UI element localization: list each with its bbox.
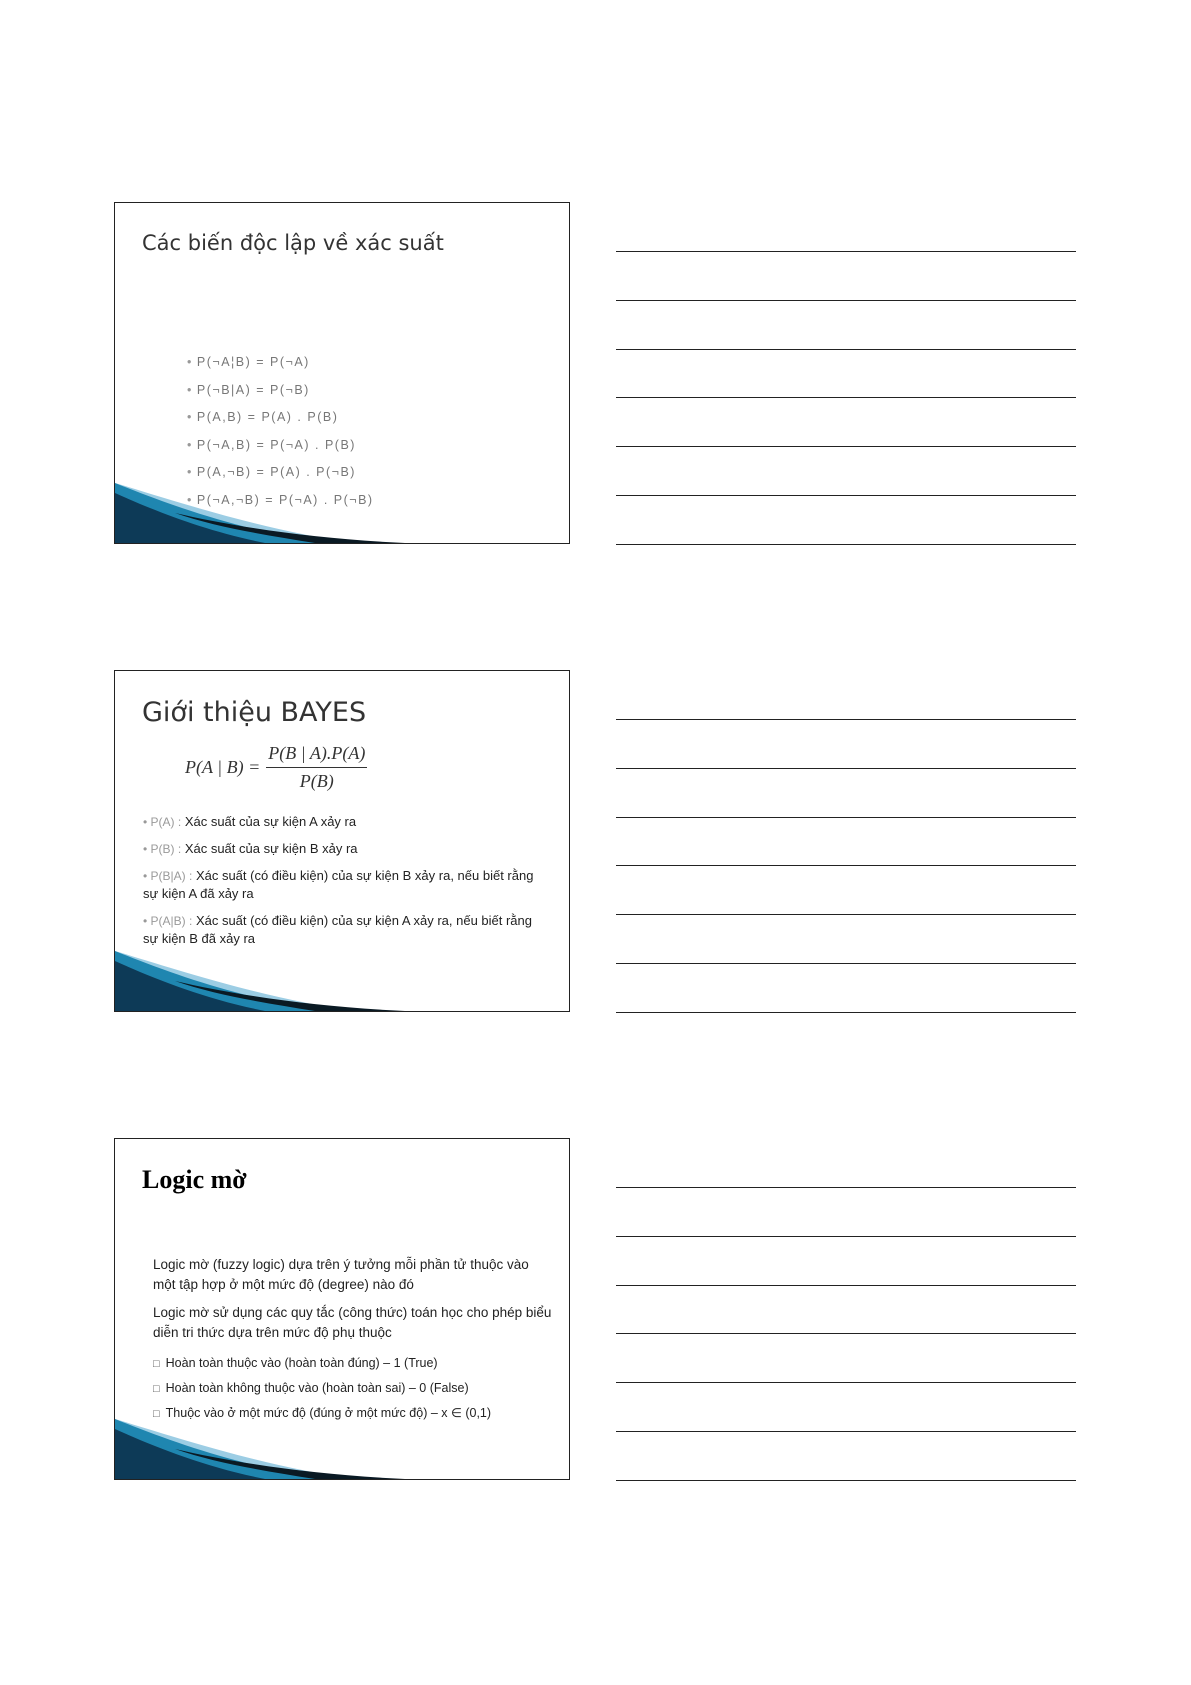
note-line (616, 1431, 1076, 1432)
note-line (616, 1187, 1076, 1188)
definition-text: Xác suất (có điều kiện) của sự kiện A xảy ra, nếu biết rằng sự kiện B đã xảy ra (143, 913, 532, 946)
definition-text: Xác suất của sự kiện B xảy ra (181, 841, 358, 856)
note-line (616, 397, 1076, 398)
slide-3-title: Logic mờ (142, 1165, 247, 1194)
note-line (616, 1236, 1076, 1237)
slide-2-title: Giới thiệu BAYES (142, 697, 367, 728)
bullet: • (187, 382, 193, 397)
equation-text: P(¬A¦B) = P(¬A) (196, 355, 310, 369)
equation-text: P(A,B) = P(A) . P(B) (196, 410, 339, 424)
paragraph: Logic mờ (fuzzy logic) dựa trên ý tưởng mỗi phần tử thuộc vào một tập hợp ở một mức độ (degree) nào đó (153, 1257, 529, 1292)
bullet: • (187, 410, 193, 424)
note-line (616, 1480, 1076, 1481)
note-line (616, 1382, 1076, 1383)
membership-text: Hoàn toàn không thuộc vào (hoàn toàn sai) – 0 (False) (165, 1381, 469, 1395)
note-line (616, 1012, 1076, 1013)
note-line (616, 495, 1076, 496)
slide-3 (114, 1138, 570, 1480)
note-line (616, 963, 1076, 964)
note-line (616, 719, 1076, 720)
membership-item (153, 1351, 553, 1376)
membership-text: Hoàn toàn thuộc vào (hoàn toàn đúng) – 1 (True) (165, 1356, 438, 1370)
equation-text: P(¬A,B) = P(¬A) . P(B) (196, 437, 356, 452)
definition-text: Xác suất (có điều kiện) của sự kiện B xảy ra, nếu biết rằng sự kiện A đã xảy ra (143, 868, 534, 901)
equation-item (187, 404, 374, 432)
fuzzy-logic-content (153, 1255, 553, 1426)
note-line (616, 1333, 1076, 1334)
formula-lhs: P(A | B) = (185, 757, 261, 777)
note-line (616, 817, 1076, 818)
paragraph: Logic mờ sử dụng các quy tắc (công thức) toán học cho phép biểu diễn tri thức dựa trên mức độ phụ thuộc (153, 1305, 552, 1340)
square-bullet-icon: □ (153, 1408, 160, 1420)
bullet: • (187, 492, 193, 507)
note-line (616, 446, 1076, 447)
note-line (616, 251, 1076, 252)
definition-item (143, 912, 543, 948)
formula-numerator: P(B | A).P(A) (266, 743, 367, 768)
definition-item (143, 840, 543, 858)
definition-item (143, 867, 543, 903)
note-line (616, 865, 1076, 866)
equation-item (187, 349, 374, 377)
slide-swoosh-decoration (115, 483, 570, 543)
equation-text: P(A,¬B) = P(A) . P(¬B) (196, 465, 356, 479)
definition-text: Xác suất của sự kiện A xảy ra (181, 814, 357, 829)
slide-swoosh-decoration (115, 951, 570, 1011)
slide-1 (114, 202, 570, 544)
membership-text: Thuộc vào ở một mức độ (đúng ở một mức độ) – x ∈ (0,1) (165, 1406, 492, 1420)
note-line (616, 1285, 1076, 1286)
slide-1-title: Các biến độc lập về xác suất (142, 231, 444, 255)
bayes-formula (185, 743, 367, 792)
membership-item (153, 1376, 553, 1401)
equation-item (187, 377, 374, 405)
slide-2 (114, 670, 570, 1012)
equation-text: P(¬A,¬B) = P(¬A) . P(¬B) (196, 492, 374, 507)
definition-symbol: • P(A) : (143, 815, 182, 829)
bullet: • (187, 465, 193, 479)
definition-item (143, 813, 543, 831)
square-bullet-icon: □ (153, 1358, 160, 1370)
bullet: • (187, 355, 193, 369)
note-line (616, 544, 1076, 545)
membership-list (153, 1351, 553, 1426)
formula-denominator: P(B) (299, 771, 334, 791)
definition-list (143, 813, 543, 957)
slide-swoosh-decoration (115, 1419, 570, 1479)
formula-fraction (266, 743, 367, 792)
note-line (616, 768, 1076, 769)
square-bullet-icon: □ (153, 1383, 160, 1395)
equation-text: P(¬B|A) = P(¬B) (196, 382, 310, 397)
definition-symbol: • P(B|A) : (143, 869, 193, 883)
note-line (616, 914, 1076, 915)
definition-symbol: • P(A|B) : (143, 914, 193, 928)
bullet: • (187, 437, 193, 452)
definition-symbol: • P(B) : (143, 842, 182, 856)
note-line (616, 300, 1076, 301)
note-line (616, 349, 1076, 350)
equation-item (187, 432, 374, 460)
